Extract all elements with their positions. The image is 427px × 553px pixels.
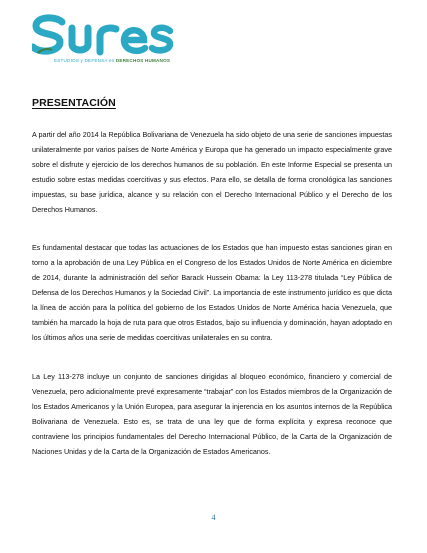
section-heading: PRESENTACIÓN [32, 97, 116, 109]
logo-subtitle-part1: ESTUDIOS y DEFENSA en [54, 58, 115, 63]
sures-wordmark-graphic [32, 14, 182, 60]
paragraph: La Ley 113-278 incluye un conjunto de sanciones dirigidas al bloqueo económico, financiero y comercial de Venezuela, pero adicionalmente prevé expresamente “trabajar” con los Estados miembros de la Organización de los Estados Americanos y la Unión Europea, para asegurar la injerencia en los asuntos internos de la República Bolivariana de Venezuela. Esto es, se trata de una ley que de forma explícita y expresa reconoce que contraviene los principios fundamentales del Derecho Internacional Público, de la Carta de la Organización de Naciones Unidas y de la Carta de la Organización de Estados Americanos. [32, 372, 392, 456]
page-number: 4 [211, 513, 216, 522]
paragraph: Es fundamental destacar que todas las actuaciones de los Estados que han impuesto estas sanciones giran en torno a la aprobación de una Ley Pública en el Congreso de los Estados Unidos de Norte América en diciembre de 2014, durante la administración del señor Barack Hussein Obama: la Ley 113-278 titulada “Ley Pública de Defensa de los Derechos Humanos y la Sociedad Civil”. La importancia de este instrumento jurídico es que dicta la línea de acción para la política del gobierno de los Estados Unidos de Norte América hacia Venezuela, que también ha marcado la hoja de ruta para que otros Estados, bajo su influencia y dominación, hayan adoptado en los últimos años una serie de medidas coercitivas unilaterales en su contra. [32, 243, 392, 342]
sures-logo [32, 14, 182, 70]
paragraph: A partir del año 2014 la República Bolivariana de Venezuela ha sido objeto de una serie de sanciones impuestas unilateralmente por varios países de Norte América y Europa que ha generado un impacto especialmente grave sobre el disfrute y ejercicio de los derechos humanos de su población. En este Informe Especial se presenta un estudio sobre estas medidas coercitivas y sus efectos. Para ello, se detalla de forma cronológica las sanciones impuestas, su base jurídica, alcance y su relación con el Derecho Internacional Público y el Derecho de los Derechos Humanos. [32, 130, 392, 214]
logo-subtitle [54, 58, 170, 63]
logo-subtitle-part2: DERECHOS HUMANOS [115, 58, 171, 63]
